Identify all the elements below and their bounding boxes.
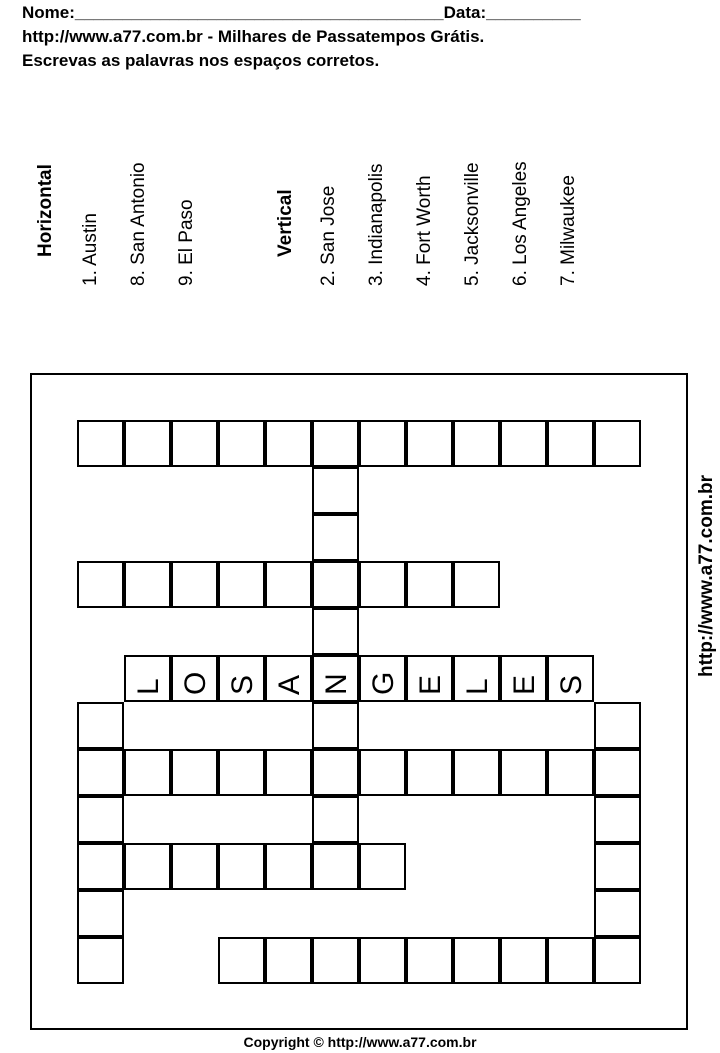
crossword-cell[interactable] — [124, 749, 171, 796]
crossword-cell[interactable] — [453, 937, 500, 984]
site-line: http://www.a77.com.br - Milhares de Passatempos Grátis. — [22, 27, 485, 46]
crossword-cell[interactable] — [359, 937, 406, 984]
crossword-cell[interactable] — [171, 561, 218, 608]
crossword-cell[interactable] — [312, 749, 359, 796]
crossword-cell[interactable] — [312, 420, 359, 467]
crossword-cell[interactable] — [312, 561, 359, 608]
crossword-cell[interactable] — [265, 420, 312, 467]
crossword-cell[interactable] — [265, 561, 312, 608]
clue-horizontal-9: 9. El Paso — [176, 199, 197, 286]
crossword-cell[interactable] — [218, 561, 265, 608]
crossword-cell[interactable] — [594, 702, 641, 749]
crossword-cell[interactable] — [124, 420, 171, 467]
crossword-cell[interactable] — [312, 796, 359, 843]
crossword-cell[interactable] — [312, 937, 359, 984]
clue-vertical-6: 6. Los Angeles — [510, 161, 531, 286]
crossword-cell[interactable] — [77, 843, 124, 890]
crossword-cell[interactable] — [594, 749, 641, 796]
vertical-heading: Vertical — [275, 189, 296, 257]
crossword-cell[interactable] — [218, 937, 265, 984]
crossword-cell[interactable] — [594, 937, 641, 984]
crossword-letter: G — [367, 671, 400, 695]
copyright: Copyright © http://www.a77.com.br — [243, 1034, 477, 1050]
crossword-cell[interactable] — [77, 420, 124, 467]
crossword-cell[interactable] — [594, 420, 641, 467]
crossword-letter: O — [179, 671, 212, 695]
crossword-cell[interactable] — [124, 561, 171, 608]
crossword-cell[interactable] — [77, 937, 124, 984]
crossword-cell[interactable] — [312, 702, 359, 749]
crossword-cell[interactable] — [406, 937, 453, 984]
side-url: http://www.a77.com.br — [696, 475, 717, 677]
crossword-cell[interactable] — [453, 749, 500, 796]
crossword-cell[interactable] — [500, 749, 547, 796]
crossword-letter: S — [226, 674, 259, 695]
clue-vertical-4: 4. Fort Worth — [414, 175, 435, 286]
crossword-cell[interactable] — [218, 749, 265, 796]
crossword-letter: L — [132, 678, 165, 695]
crossword-cell[interactable] — [312, 467, 359, 514]
crossword-letter: N — [320, 673, 353, 695]
crossword-letter: A — [273, 674, 306, 695]
crossword-cell[interactable] — [453, 420, 500, 467]
crossword-cell[interactable] — [171, 749, 218, 796]
crossword-cell[interactable] — [547, 937, 594, 984]
crossword-cell[interactable] — [406, 420, 453, 467]
crossword-letter: E — [508, 674, 541, 695]
crossword-cell[interactable] — [500, 420, 547, 467]
crossword-cell[interactable] — [406, 749, 453, 796]
crossword-cell[interactable] — [359, 420, 406, 467]
crossword-cell[interactable] — [171, 420, 218, 467]
crossword-letter: L — [461, 678, 494, 695]
clue-vertical-2: 2. San Jose — [318, 185, 339, 286]
clue-vertical-5: 5. Jacksonville — [462, 162, 483, 286]
crossword-cell[interactable] — [77, 749, 124, 796]
crossword-cell[interactable] — [77, 561, 124, 608]
crossword-cell[interactable] — [77, 890, 124, 937]
crossword-cell[interactable] — [124, 843, 171, 890]
crossword-cell[interactable] — [77, 796, 124, 843]
instruction-line: Escrevas as palavras nos espaços corretos. — [22, 51, 380, 70]
crossword-cell[interactable] — [594, 843, 641, 890]
clue-vertical-7: 7. Milwaukee — [558, 175, 579, 286]
crossword-cell[interactable] — [547, 749, 594, 796]
crossword-cell[interactable] — [171, 843, 218, 890]
crossword-cell[interactable] — [218, 843, 265, 890]
crossword-cell[interactable] — [359, 749, 406, 796]
crossword-cell[interactable] — [265, 749, 312, 796]
crossword-cell[interactable] — [594, 796, 641, 843]
clue-vertical-3: 3. Indianapolis — [366, 163, 387, 286]
crossword-letter: S — [555, 674, 588, 695]
horizontal-heading: Horizontal — [35, 164, 56, 257]
name-date-line: Nome:_______________________________________Data:__________ — [22, 3, 581, 22]
crossword-cell[interactable] — [265, 937, 312, 984]
crossword-cell[interactable] — [359, 561, 406, 608]
crossword-cell[interactable] — [312, 514, 359, 561]
crossword-cell[interactable] — [312, 608, 359, 655]
clue-horizontal-8: 8. San Antonio — [128, 162, 149, 286]
crossword-cell[interactable] — [359, 843, 406, 890]
crossword-cell[interactable] — [265, 843, 312, 890]
clue-horizontal-1: 1. Austin — [80, 213, 101, 286]
crossword-cell[interactable] — [547, 420, 594, 467]
crossword-cell[interactable] — [594, 890, 641, 937]
crossword-cell[interactable] — [406, 561, 453, 608]
crossword-letter: E — [414, 674, 447, 695]
crossword-cell[interactable] — [312, 843, 359, 890]
crossword-cell[interactable] — [218, 420, 265, 467]
crossword-cell[interactable] — [77, 702, 124, 749]
crossword-cell[interactable] — [453, 561, 500, 608]
crossword-cell[interactable] — [500, 937, 547, 984]
